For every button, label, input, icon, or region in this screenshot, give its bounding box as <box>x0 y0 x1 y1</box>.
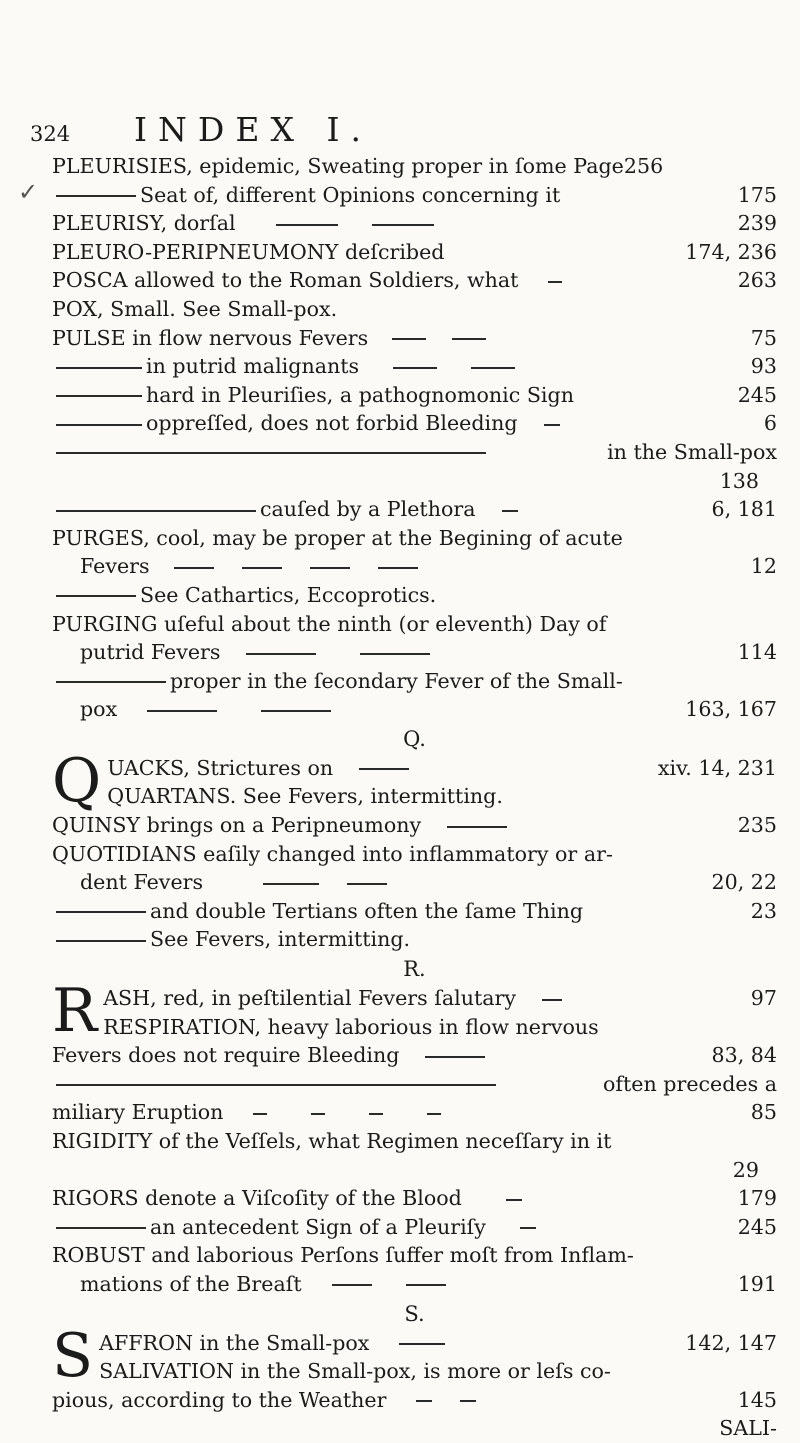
index-entry: in the Small-pox <box>52 438 777 467</box>
index-entry: and double Tertians often the ſame Thing 23 <box>52 897 777 926</box>
index-entry: oppreſſed, does not forbid Bleeding 6 <box>52 409 777 438</box>
index-entry: an antecedent Sign of a Pleuriſy 245 <box>52 1213 777 1242</box>
section-q <box>52 754 777 811</box>
index-entry: ROBUST and laborious Perſons ſuffer moſt from Inflam- <box>52 1243 634 1268</box>
index-entry: See Cathartics, Eccoprotics. <box>52 581 777 610</box>
index-entry: 138 <box>719 468 759 493</box>
page-header <box>0 108 800 152</box>
section-heading-s: S. <box>404 1301 425 1326</box>
section-r <box>52 984 777 1041</box>
index-entry: Fevers does not require Bleeding 83, 84 <box>52 1043 777 1068</box>
index-entry: mations of the Breaſt 191 <box>80 1271 777 1296</box>
index-entry: Fevers 12 <box>80 554 777 579</box>
index-entry: RIGIDITY of the Veſſels, what Regimen neceſſary in it <box>52 1129 612 1153</box>
index-entry: PLEURISIES, epidemic, Sweating proper in ſome Page256 <box>52 154 664 178</box>
catchword: SALI- <box>719 1416 777 1441</box>
pencil-mark-icon: ✓ <box>18 178 39 206</box>
section-heading-r: R. <box>403 957 426 982</box>
index-body <box>52 152 777 1443</box>
index-entry: often precedes a <box>52 1070 777 1099</box>
index-entry: proper in the ſecondary Fever of the Small- <box>52 667 777 696</box>
drop-cap-s: S <box>52 1328 94 1386</box>
index-entry: PULSE in flow nervous Fevers 75 <box>52 325 777 350</box>
index-entry: putrid Fevers 114 <box>80 640 777 665</box>
index-entry: dent Fevers 20, 22 <box>80 870 777 895</box>
page-number: 324 <box>30 122 71 146</box>
section-s <box>52 1329 777 1386</box>
index-entry: ASH, red, in peſtilential Fevers ſalutary 97 <box>103 986 777 1011</box>
drop-cap-r: R <box>52 984 98 1042</box>
index-entry: Seat of, different Opinions concerning it 175 <box>52 181 777 210</box>
drop-cap-q: Q <box>52 753 102 812</box>
index-entry: PURGING uſeful about the ninth (or eleventh) Day of <box>52 611 607 636</box>
section-heading-q: Q. <box>403 726 426 751</box>
catchword-line <box>52 1414 777 1443</box>
index-entry: UACKS, Strictures on xiv. 14, 231 <box>107 755 777 780</box>
index-entry: QUARTANS. See Fevers, intermitting. <box>107 784 503 809</box>
index-entry: pox 163, 167 <box>80 697 777 722</box>
index-entry: PLEURISY, dorſal 239 <box>52 211 777 236</box>
index-entry: QUOTIDIANS eaſily changed into inflammatory or ar- <box>52 841 613 866</box>
index-entry: pious, according to the Weather 145 <box>52 1387 777 1412</box>
index-entry: PURGES, cool, may be proper at the Begining of acute <box>52 525 623 550</box>
index-entry: QUINSY brings on a Peripneumony 235 <box>52 813 777 838</box>
index-entry: miliary Eruption 85 <box>52 1100 777 1125</box>
page-title: INDEX I. <box>134 110 372 149</box>
index-entry: POSCA allowed to the Roman Soldiers, what 263 <box>52 268 777 293</box>
index-entry: POX, Small. See Small-pox. <box>52 296 338 321</box>
index-entry: PLEURO-PERIPNEUMONY deſcribed 174, 236 <box>52 239 777 264</box>
index-entry: cauſed by a Plethora 6, 181 <box>52 495 777 524</box>
index-entry: RIGORS denote a Viſcoſity of the Blood 179 <box>52 1186 777 1211</box>
index-entry: SALIVATION in the Small-pox, is more or leſs co- <box>99 1359 611 1384</box>
index-entry: 29 <box>732 1157 759 1182</box>
index-entry: in putrid malignants 93 <box>52 352 777 381</box>
index-entry: hard in Pleuriſies, a pathognomonic Sign 245 <box>52 381 777 410</box>
index-entry: RESPIRATION, heavy laborious in flow nervous <box>103 1014 599 1039</box>
index-entry: AFFRON in the Small-pox 142, 147 <box>99 1330 777 1355</box>
index-entry: See Fevers, intermitting. <box>52 925 777 954</box>
